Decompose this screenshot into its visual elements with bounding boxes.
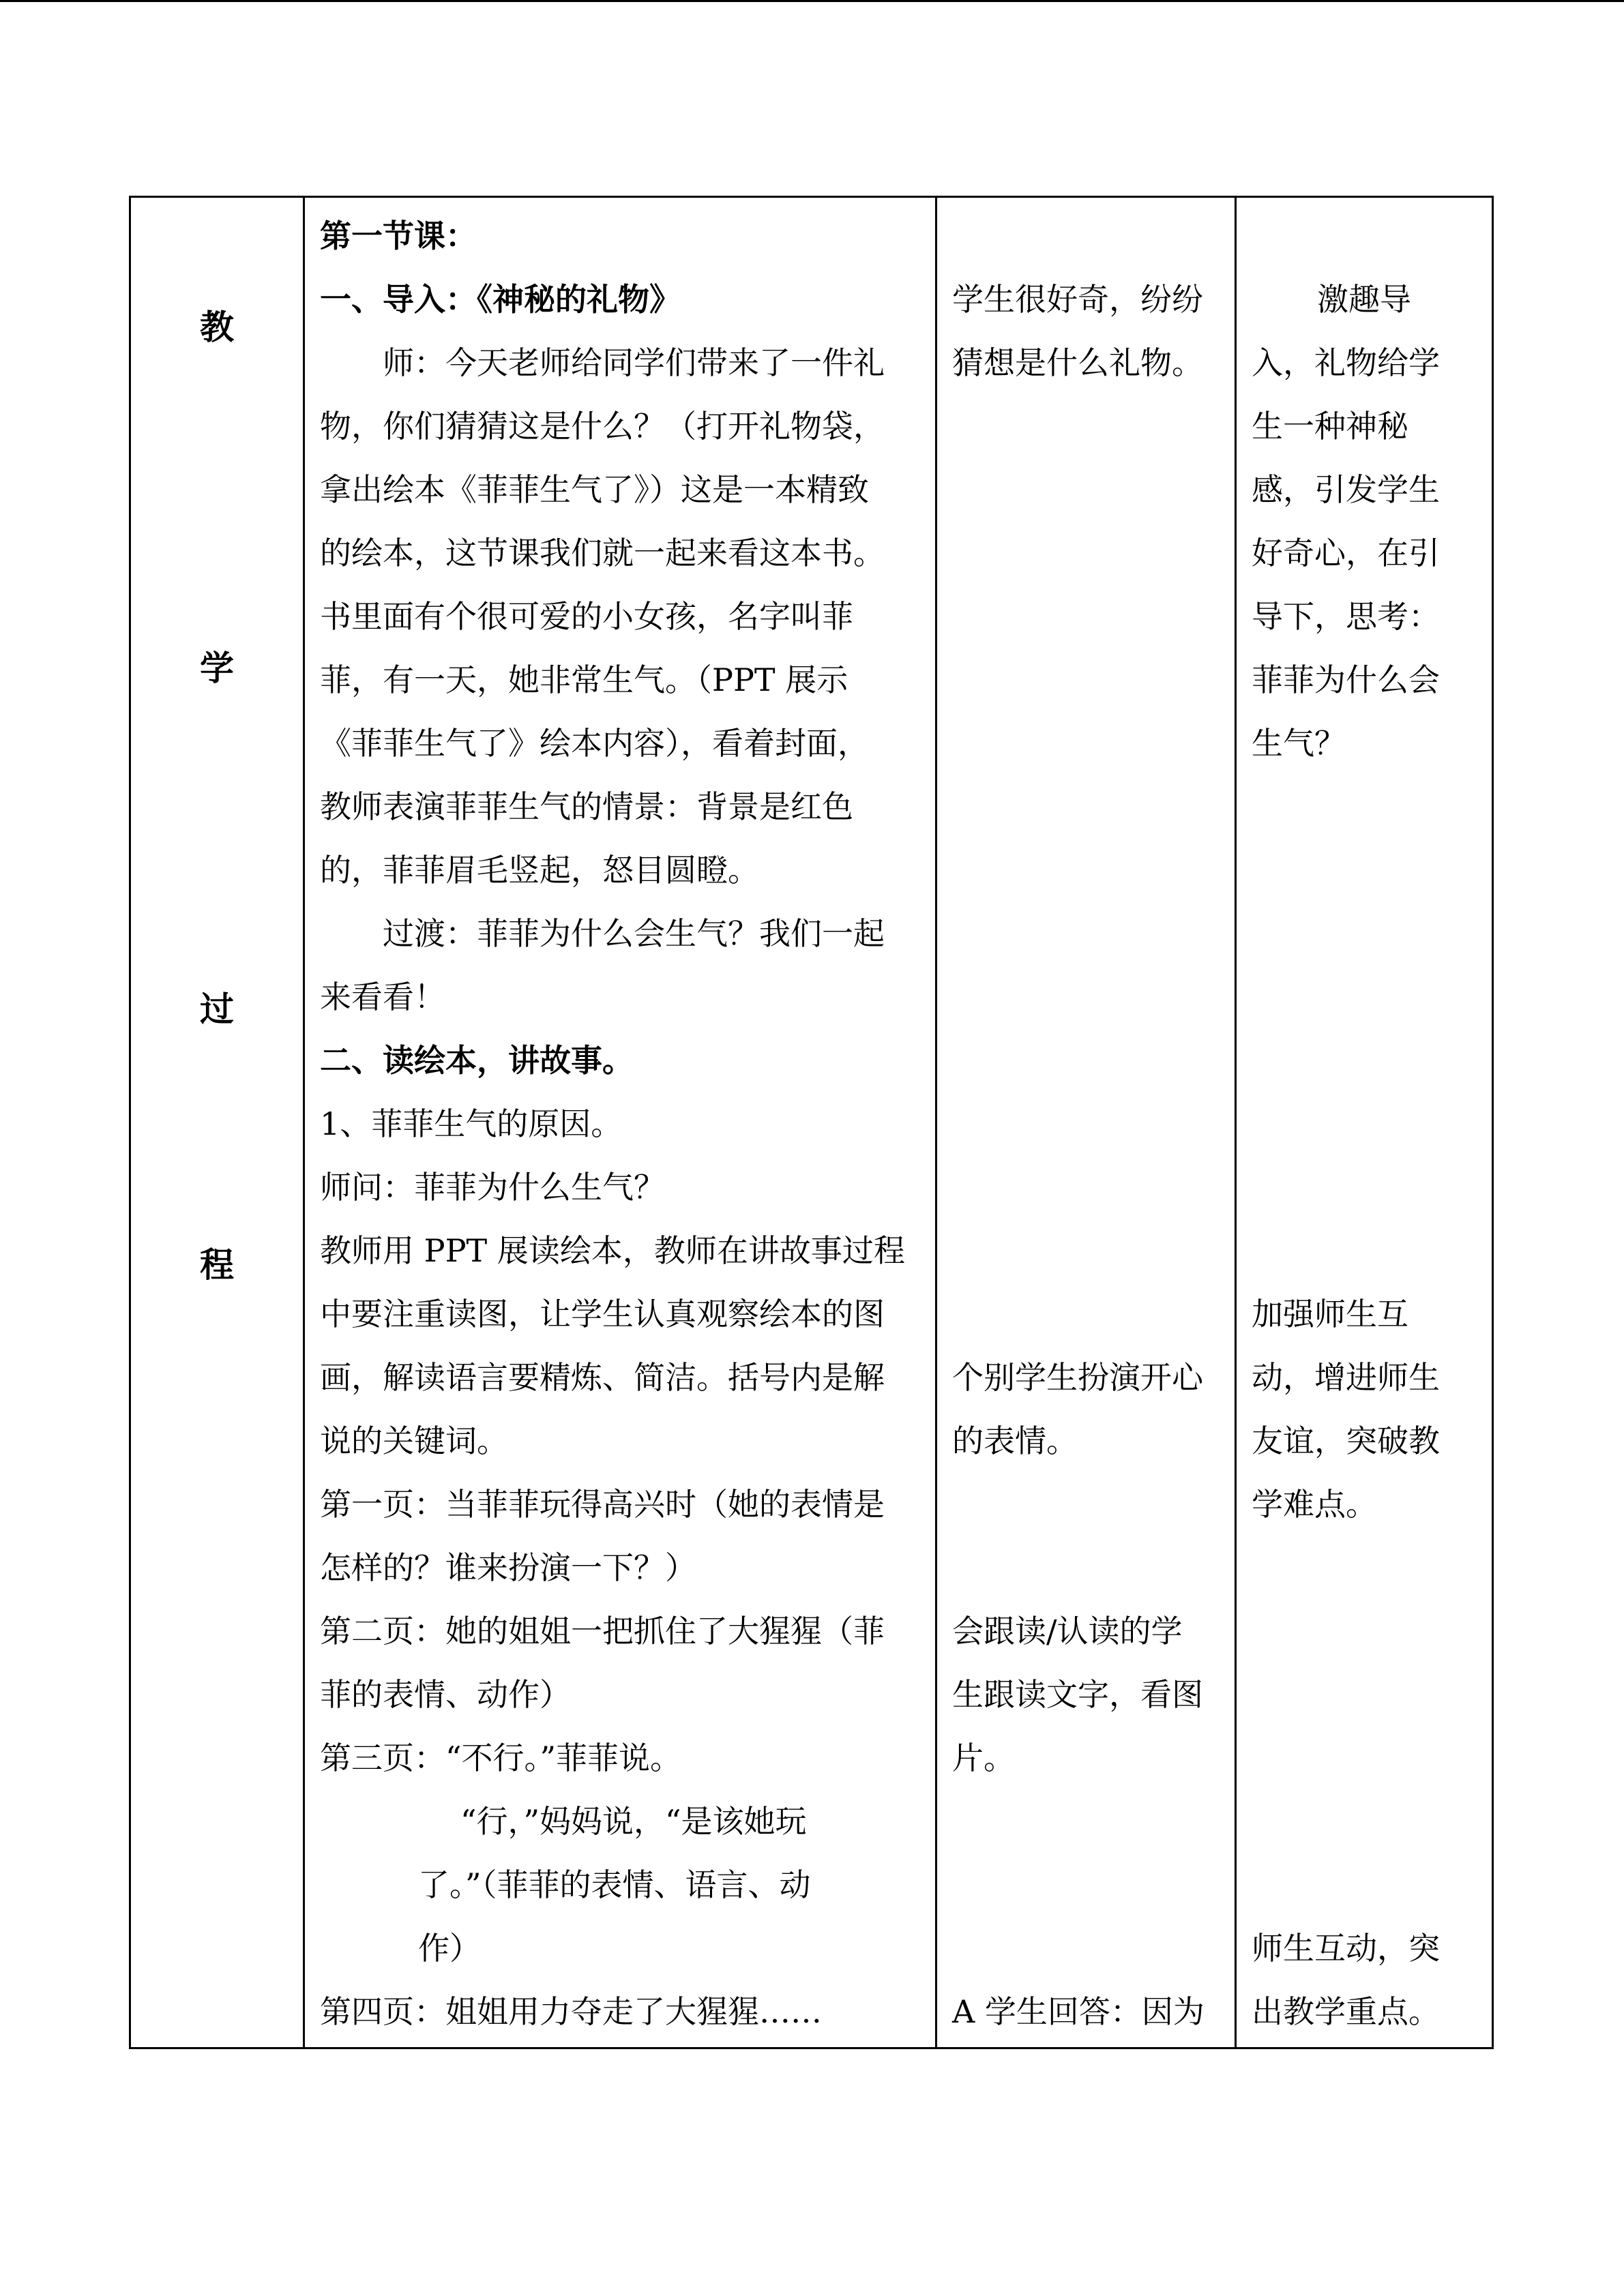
intent-intro-line: 菲菲为什么会 xyxy=(1252,661,1440,698)
intent-interact-line: 学难点。 xyxy=(1252,1486,1377,1523)
intent-intro-line: 好奇心，在引 xyxy=(1252,535,1440,571)
student-follow-line: 生跟读文字，看图 xyxy=(952,1676,1203,1713)
page2-line: 第二页：她的姐姐一把抓住了大猩猩（菲 xyxy=(320,1613,885,1650)
section-label xyxy=(131,198,303,2047)
page2-line: 菲的表情、动作） xyxy=(320,1676,571,1713)
intro-line: 的，菲菲眉毛竖起，怒目圆瞪。 xyxy=(320,852,759,889)
student-act-line: 个别学生扮演开心 xyxy=(952,1359,1203,1396)
section-label-char: 学 xyxy=(200,648,234,688)
page3-quote-line: “行，”妈妈说，“是该她玩 xyxy=(460,1803,807,1840)
student-activity-cell xyxy=(936,197,1236,2048)
section-label-char: 过 xyxy=(200,989,234,1029)
method-line: 中要注重读图，让学生认真观察绘本的图 xyxy=(320,1296,885,1332)
table-row xyxy=(130,197,1493,2048)
intent-intro-line: 导下，思考： xyxy=(1252,598,1440,635)
page-top-rule xyxy=(0,0,1624,2)
student-act-line: 的表情。 xyxy=(952,1422,1078,1459)
intro-line: 物，你们猜猜这是什么？（打开礼物袋， xyxy=(320,408,885,445)
intro-line: 菲，有一天，她非常生气。（PPT 展示 xyxy=(320,661,848,698)
section-label-cell xyxy=(130,197,304,2048)
method-line: 说的关键词。 xyxy=(320,1422,508,1459)
method-line: 教师用 PPT 展读绘本，教师在讲故事过程 xyxy=(320,1232,905,1269)
intent-focus-line: 师生互动，突 xyxy=(1252,1930,1440,1967)
intent-focus-line: 出教学重点。 xyxy=(1252,1993,1440,2030)
page1-line: 第一页：当菲菲玩得高兴时（她的表情是 xyxy=(320,1486,885,1523)
section-label-char: 教 xyxy=(200,307,234,347)
lesson-heading: 第一节课： xyxy=(320,218,477,254)
teacher-question: 师问：菲菲为什么生气？ xyxy=(320,1169,665,1206)
transition-line: 来看看！ xyxy=(320,979,445,1015)
section-label-char: 程 xyxy=(200,1244,234,1285)
method-line: 画，解读语言要精炼、简洁。括号内是解 xyxy=(320,1359,885,1396)
page3-quote-line: 了。”（菲菲的表情、语言、动 xyxy=(418,1866,811,1903)
intent-interact-line: 动，增进师生 xyxy=(1252,1359,1440,1396)
teaching-content-cell xyxy=(304,197,936,2048)
page3-line: 第三页：“不行。”菲菲说。 xyxy=(320,1740,682,1776)
intent-intro-line: 生一种神秘 xyxy=(1252,408,1408,445)
design-intent-cell xyxy=(1236,197,1493,2048)
intro-line: 拿出绘本《菲菲生气了》）这是一本精致 xyxy=(320,471,869,508)
read-heading: 二、读绘本，讲故事。 xyxy=(320,1042,634,1079)
student-answer-line: A 学生回答：因为 xyxy=(952,1993,1205,2030)
intro-line: 师：今天老师给同学们带来了一件礼 xyxy=(383,344,885,381)
page4-line: 第四页：姐姐用力夺走了大猩猩…… xyxy=(320,1993,822,2030)
intro-line: 书里面有个很可爱的小女孩，名字叫菲 xyxy=(320,598,853,635)
student-curious-line: 学生很好奇，纷纷 xyxy=(952,281,1203,318)
intent-interact-line: 加强师生互 xyxy=(1252,1296,1408,1332)
transition-line: 过渡：菲菲为什么会生气？我们一起 xyxy=(383,915,885,952)
page3-quote-line: 作） xyxy=(418,1930,481,1967)
intent-intro-line: 生气？ xyxy=(1252,725,1346,762)
page1-line: 怎样的？谁来扮演一下？） xyxy=(320,1549,696,1586)
intent-interact-line: 友谊，突破教 xyxy=(1252,1422,1440,1459)
student-follow-line: 会跟读/认读的学 xyxy=(952,1613,1183,1650)
intent-intro-line: 激趣导 xyxy=(1317,281,1411,318)
reason-title: 1、菲菲生气的原因。 xyxy=(320,1105,623,1142)
lesson-plan-table xyxy=(129,196,1494,2049)
intro-heading: 一、导入：《神秘的礼物》 xyxy=(320,281,681,318)
intro-line: 教师表演菲菲生气的情景：背景是红色 xyxy=(320,788,853,825)
intro-line: 《菲菲生气了》绘本内容），看着封面， xyxy=(320,725,869,762)
intent-intro-line: 入，礼物给学 xyxy=(1252,344,1440,381)
student-curious-line: 猜想是什么礼物。 xyxy=(952,344,1203,381)
intro-line: 的绘本，这节课我们就一起来看这本书。 xyxy=(320,535,885,571)
intent-intro-line: 感，引发学生 xyxy=(1252,471,1440,508)
student-follow-line: 片。 xyxy=(952,1740,1015,1776)
